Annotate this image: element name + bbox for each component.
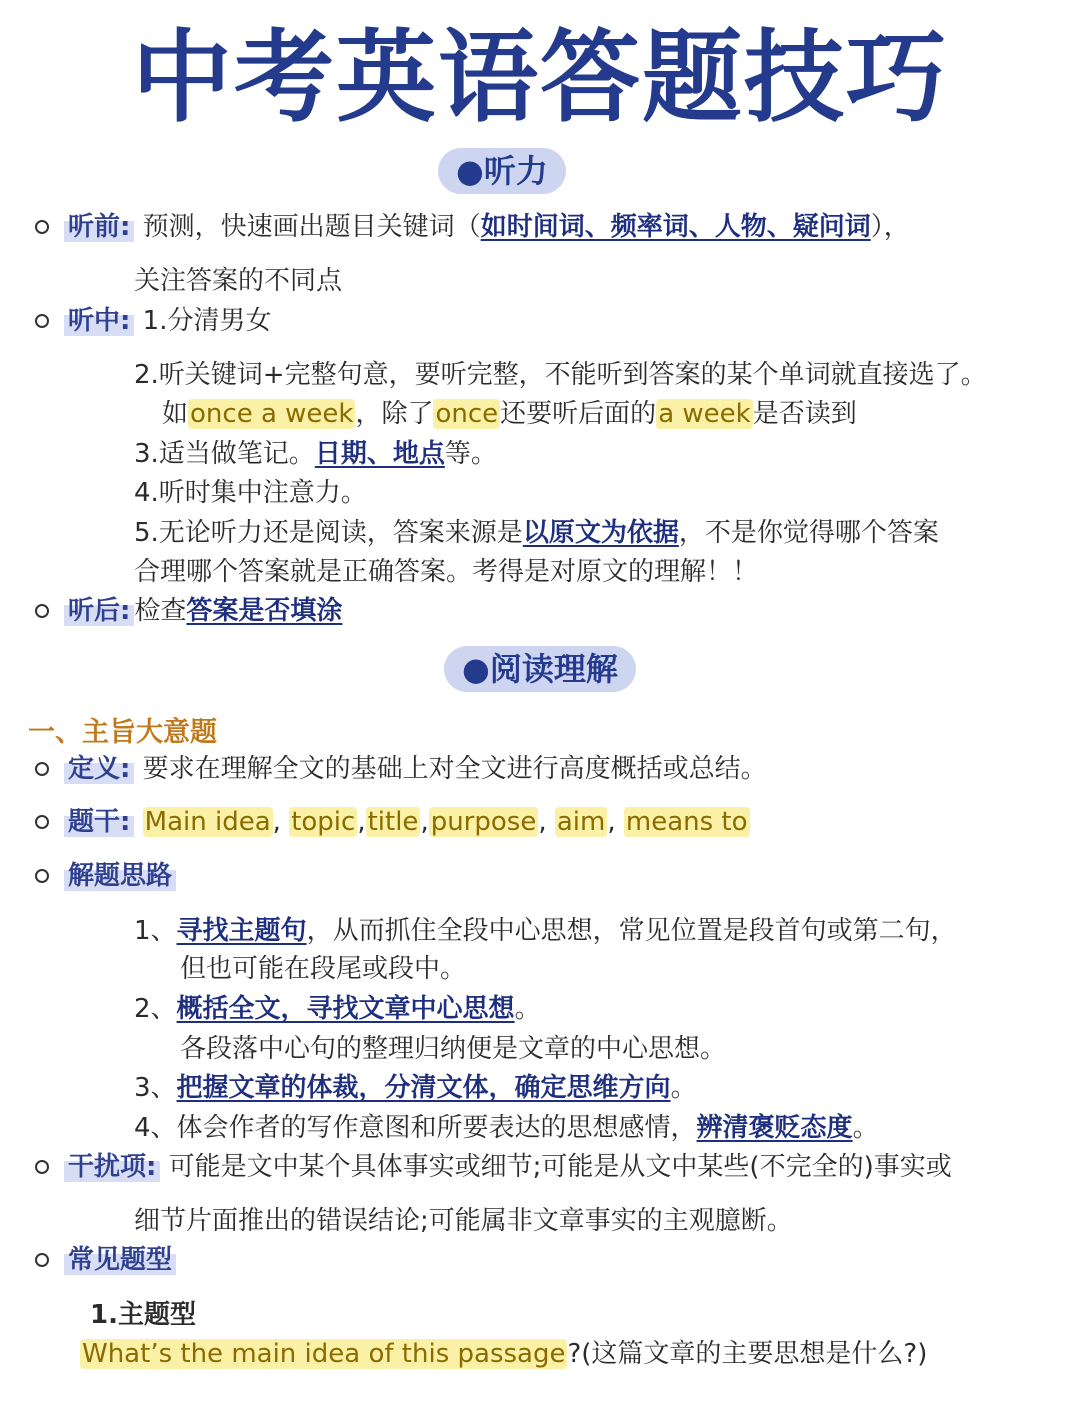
- text: 检查: [134, 596, 187, 626]
- underline: 日期、地点: [314, 439, 445, 469]
- section-pill-reading: ●阅读理解: [444, 646, 636, 692]
- highlight: What’s the main idea of this passage: [82, 1339, 566, 1369]
- text: 1、: [134, 916, 177, 946]
- text: ，从而抓住全段中心思想，常见位置是段首句或第二句，: [306, 916, 957, 946]
- approach-row: [64, 857, 176, 895]
- distractor-row: [64, 1148, 952, 1186]
- approach-step2-line2: 各段落中心句的整理归纳便是文章的中心思想。: [180, 1034, 727, 1064]
- highlight: a week: [658, 399, 751, 429]
- section-pill-listening: ●听力: [438, 148, 566, 194]
- text: ，不是你觉得哪个答案: [678, 518, 939, 548]
- bullet-icon: [35, 314, 49, 328]
- text: ,: [607, 807, 616, 837]
- text: ,: [420, 807, 429, 837]
- text: ，除了: [355, 399, 434, 429]
- keywords: 如时间词、频率词、人物、疑问词: [480, 212, 871, 242]
- text: ,: [272, 807, 281, 837]
- text: 还要听后面的: [500, 399, 657, 429]
- listening-after-row: [64, 592, 342, 630]
- bullet-icon: [35, 220, 49, 234]
- highlight: topic: [291, 807, 356, 837]
- text: 可能是文中某个具体事实或细节;可能是从文中某些(不完全的)事实或: [168, 1152, 952, 1182]
- text: 等。: [444, 439, 497, 469]
- item: 1.分清男女: [142, 306, 272, 336]
- types-row: [64, 1241, 176, 1279]
- text: 3、: [134, 1073, 177, 1103]
- during-item4: 4.听时集中注意力。: [134, 478, 367, 508]
- type-1-question: [80, 1335, 927, 1373]
- label-types: 常见题型: [64, 1245, 176, 1275]
- text: 如: [162, 399, 189, 429]
- bullet-icon: [35, 815, 49, 829]
- label-during: 听中:: [64, 306, 134, 336]
- listening-before-row: [64, 208, 910, 246]
- text: ?(这篇文章的主要思想是什么?): [567, 1339, 928, 1369]
- stem-row: [64, 803, 750, 841]
- underline: 以原文为依据: [522, 518, 679, 548]
- text: 。: [514, 994, 541, 1024]
- text: 。: [852, 1113, 879, 1143]
- text: ,: [357, 807, 366, 837]
- text: 2、: [134, 994, 177, 1024]
- during-item5-line2: 合理哪个答案就是正确答案。考得是对原文的理解！！: [134, 557, 759, 587]
- bullet-icon: [35, 762, 49, 776]
- underline: 概括全文，寻找文章中心思想: [176, 994, 515, 1024]
- bullet-icon: [35, 869, 49, 883]
- label-before: 听前:: [64, 212, 134, 242]
- text: ），: [870, 212, 910, 242]
- label-after: 听后:: [64, 596, 134, 626]
- underline: 答案是否填涂: [186, 596, 343, 626]
- during-example: [162, 395, 857, 433]
- definition-row: [64, 750, 767, 788]
- label-stem: 题干:: [64, 807, 134, 837]
- bullet-icon: [35, 604, 49, 618]
- during-item2: 2.听关键词+完整句意，要听完整，不能听到答案的某个单词就直接选了。: [134, 360, 987, 390]
- bullet-icon: [35, 1253, 49, 1267]
- text: 预测，快速画出题目关键词（: [142, 212, 481, 242]
- distractor-line2: 细节片面推出的错误结论;可能属非文章事实的主观臆断。: [134, 1206, 793, 1236]
- approach-step3: [134, 1069, 697, 1107]
- text: 。: [670, 1073, 697, 1103]
- text: ,: [538, 807, 547, 837]
- page-title: 中考英语答题技巧: [132, 19, 948, 136]
- highlight: means to: [625, 807, 748, 837]
- during-item3: [134, 435, 497, 473]
- underline: 寻找主题句: [176, 916, 307, 946]
- highlight: Main idea: [144, 807, 271, 837]
- type-1-title: 1.主题型: [90, 1300, 196, 1330]
- approach-step1-line2: 但也可能在段尾或段中。: [180, 954, 467, 984]
- approach-step1: [134, 912, 957, 950]
- reading-heading: 一、主旨大意题: [28, 717, 217, 748]
- text: 要求在理解全文的基础上对全文进行高度概括或总结。: [142, 754, 767, 784]
- text: 是否读到: [752, 399, 857, 429]
- text: 3.适当做笔记。: [134, 439, 315, 469]
- text: 5.无论听力还是阅读，答案来源是: [134, 518, 523, 548]
- label-definition: 定义:: [64, 754, 134, 784]
- underline: 辨清褒贬态度: [696, 1113, 853, 1143]
- approach-step4: [134, 1109, 879, 1147]
- highlight: once a week: [190, 399, 354, 429]
- label-distractor: 干扰项:: [64, 1152, 160, 1182]
- during-item5: [134, 514, 939, 552]
- underline: 把握文章的体裁，分清文体，确定思维方向: [176, 1073, 671, 1103]
- highlight: aim: [556, 807, 606, 837]
- highlight: title: [367, 807, 419, 837]
- listening-before-line2: 关注答案的不同点: [134, 266, 343, 296]
- text: 4、体会作者的写作意图和所要表达的思想感情，: [134, 1113, 697, 1143]
- listening-during-row: [64, 302, 271, 340]
- label-approach: 解题思路: [64, 861, 176, 891]
- approach-step2: [134, 990, 541, 1028]
- highlight: purpose: [430, 807, 537, 837]
- bullet-icon: [35, 1160, 49, 1174]
- highlight: once: [435, 399, 499, 429]
